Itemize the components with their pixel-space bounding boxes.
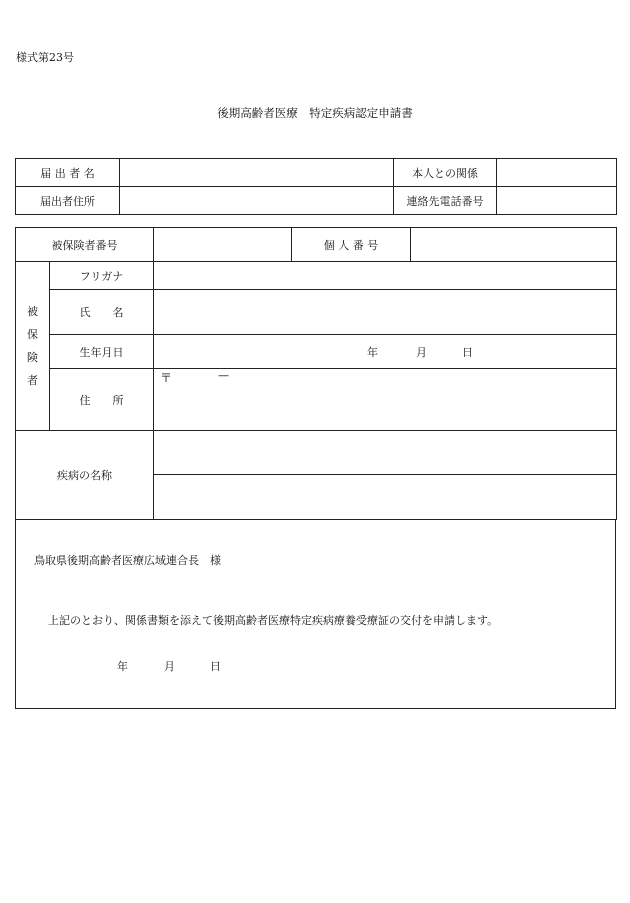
applicant-address-field[interactable] xyxy=(120,187,394,215)
insured-address-field[interactable] xyxy=(154,369,617,431)
personal-number-boxes[interactable] xyxy=(411,228,617,262)
sign-month-unit: 月 xyxy=(164,660,175,673)
declaration-box xyxy=(15,519,616,709)
day-unit: 日 xyxy=(462,345,473,359)
insured-name-field[interactable] xyxy=(154,290,617,335)
sign-day-unit: 日 xyxy=(210,660,221,673)
declaration-statement: 上記のとおり、関係書類を添えて後期高齢者医療特定疾病療養受療証の交付を申請します。 xyxy=(48,614,499,627)
applicant-name-label: 届 出 者 名 xyxy=(16,159,120,187)
phone-label: 連絡先電話番号 xyxy=(394,187,497,215)
year-unit: 年 xyxy=(367,345,378,359)
sign-year-unit: 年 xyxy=(117,660,128,673)
birthdate-label: 生年月日 xyxy=(50,335,154,369)
disease-label: 疾病の名称 xyxy=(16,431,154,520)
postal-mark: 〒 xyxy=(160,371,173,385)
phone-field[interactable] xyxy=(497,187,617,215)
applicant-table xyxy=(15,158,617,215)
insured-name-label: 氏 名 xyxy=(50,290,154,335)
disease-field-1[interactable] xyxy=(154,431,617,475)
furigana-field[interactable] xyxy=(154,262,617,290)
insured-number-label: 被保険者番号 xyxy=(16,228,154,262)
insured-number-boxes[interactable] xyxy=(154,228,292,262)
personal-number-label: 個 人 番 号 xyxy=(292,228,411,262)
birthdate-field[interactable] xyxy=(154,335,617,369)
applicant-address-label: 届出者住所 xyxy=(16,187,120,215)
relation-label: 本人との関係 xyxy=(394,159,497,187)
furigana-label: フリガナ xyxy=(50,262,154,290)
declaration-cell xyxy=(16,520,616,709)
disease-field-2[interactable] xyxy=(154,475,617,520)
applicant-name-field[interactable] xyxy=(120,159,394,187)
insured-group-label: 被 保 険 者 xyxy=(16,262,50,431)
postal-dash: — xyxy=(218,369,229,382)
month-unit: 月 xyxy=(416,345,427,359)
addressee: 鳥取県後期高齢者医療広域連合長 様 xyxy=(34,554,221,567)
insured-table xyxy=(15,227,617,520)
relation-field[interactable] xyxy=(497,159,617,187)
form-number: 様式第23号 xyxy=(16,51,74,64)
document-title: 後期高齢者医療 特定疾病認定申請書 xyxy=(217,106,413,120)
insured-address-label: 住 所 xyxy=(50,369,154,431)
